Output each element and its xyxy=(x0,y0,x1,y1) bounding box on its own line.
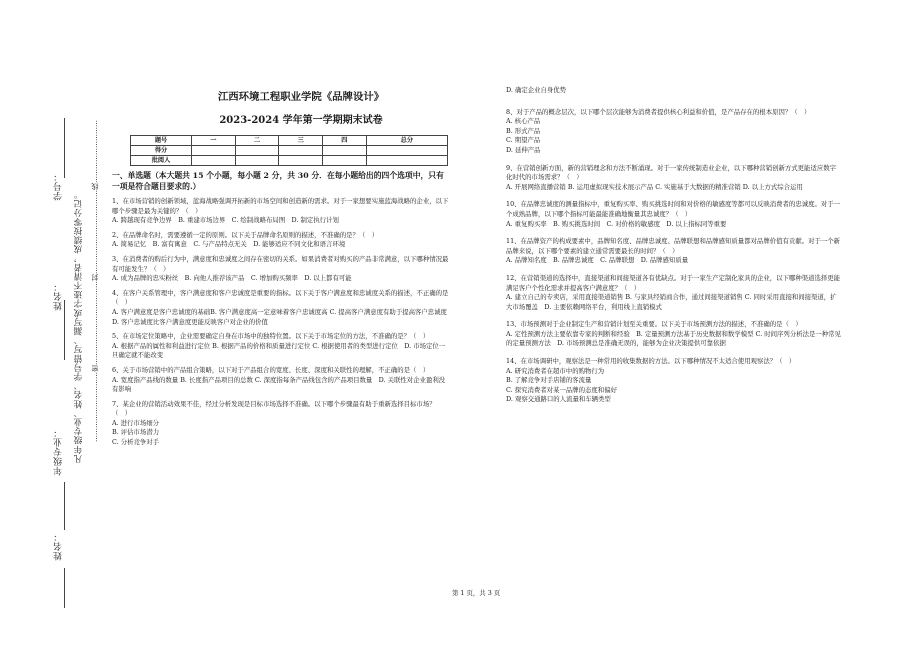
question-11 xyxy=(506,237,842,266)
option-c: C. 期望产品 xyxy=(506,136,541,145)
score-table xyxy=(130,135,448,166)
score-table-cell[interactable] xyxy=(192,146,236,156)
option-b: B. 评估市场潜力 xyxy=(112,428,160,437)
score-table-cell[interactable] xyxy=(366,156,447,166)
option-d: D. 确定企业自身优势 xyxy=(506,86,567,94)
binding-notice: 凡年级专业、姓名、学号错写、漏写或字迹不清者，成绩按零分记。 xyxy=(74,190,84,463)
question-options: A. 品牌知名度 B. 品牌忠诚度 C. 品牌联想 D. 品牌感知质量 xyxy=(506,256,689,265)
question-3 xyxy=(112,255,450,284)
score-table-cell[interactable] xyxy=(279,156,323,166)
score-table-cell: 题号 xyxy=(131,136,192,146)
school-fill-line xyxy=(64,568,65,608)
question-stem: 14、在市场调研中，观察法是一种常用的收集数据的方法。以下哪种情况不太适合使用观察法？（ ） xyxy=(506,357,796,366)
question-stem: 13、市场预测对于企业制定生产和营销计划至关重要。以下关于市场预测方法的描述，不准确的是（ ） xyxy=(506,320,802,329)
question-6 xyxy=(112,366,450,395)
option-a: A. 进行市场细分 xyxy=(112,418,160,427)
exam-subtitle: 2023-2024 学年第一学期期末试卷 xyxy=(219,115,383,126)
score-table-cell[interactable] xyxy=(235,156,279,166)
question-13 xyxy=(506,320,842,349)
right-column xyxy=(506,86,842,405)
score-table-cell: 四 xyxy=(323,136,367,146)
score-table-cell[interactable] xyxy=(279,146,323,156)
question-stem: 9、在营销创新方面，新的营销理念和方法不断涌现。对于一家传统制造业企业，以下哪种营销创新方式更能适应数字化时代的市场需求？（ ） xyxy=(506,163,836,182)
score-table-header xyxy=(131,136,448,146)
option-c: C. 分析竞争对手 xyxy=(112,438,160,447)
name-fill-line xyxy=(64,300,65,360)
score-table-cell[interactable] xyxy=(323,156,367,166)
question-9 xyxy=(506,164,842,193)
score-table-cell: 总分 xyxy=(366,136,447,146)
question-options: A. 开展网络直播营销 B. 运用虚拟现实技术展示产品 C. 实施基于大数据的精准营销 D. 以上方式综合运用 xyxy=(506,182,803,191)
question-1 xyxy=(112,197,450,226)
question-10 xyxy=(506,200,842,229)
option-b: B. 形式产品 xyxy=(506,126,541,135)
question-stem: 3、在消费者的购后行为中，满意度和忠诚度之间存在密切的关系。如果消费者对购买的产品非常满意，以下哪种情况最有可能发生？（ ） xyxy=(112,254,449,273)
question-12 xyxy=(506,274,842,312)
score-table-cell[interactable] xyxy=(366,146,447,156)
question-4 xyxy=(112,288,454,327)
score-table-cell: 得分 xyxy=(131,146,192,156)
option-c: C. 探究消费者对某一品牌的态度和偏好 xyxy=(506,385,617,394)
student-id-fill-line xyxy=(64,118,65,178)
score-table-cell[interactable] xyxy=(192,156,236,166)
student-id-label: 学号： xyxy=(54,172,64,201)
page-number: 第 1 页，共 3 页 xyxy=(452,589,501,597)
grade-major-label: 年级专业： xyxy=(54,428,64,476)
score-table-cell[interactable] xyxy=(323,146,367,156)
question-7 xyxy=(112,400,450,448)
score-table-cell: 批阅人 xyxy=(131,156,192,166)
question-options: A. 重复购买率 B. 购买挑选时间 C. 对价格的敏感度 D. 以上指标同等重要 xyxy=(506,219,727,228)
school-label: 姓名： xyxy=(54,532,64,561)
score-row xyxy=(131,146,448,156)
option-a: A. 核心产品 xyxy=(506,117,541,126)
question-options: A. 建立自己的专卖店，采用直接渠道销售 B. 与家具经销商合作，通过间接渠道销售 C. 同时采用直接和间接渠道，扩大市场覆盖 D. 主要依赖网络平台，利用线上直销模式 xyxy=(506,293,837,311)
question-14 xyxy=(506,357,842,405)
option-d: D. 观察交通路口的人流量和车辆类型 xyxy=(506,395,611,404)
name-label: 姓名： xyxy=(54,282,64,311)
question-stem: 11、在品牌资产的构成要素中，品牌知名度、品牌忠诚度、品牌联想和品牌感知质量都对品牌价值有贡献。对于一个新品牌来说，以下哪个要素的建立通常需要最长的时间？（ ） xyxy=(506,237,841,255)
score-table-cell: 三 xyxy=(279,136,323,146)
question-2 xyxy=(112,231,450,250)
option-d: D. 延伸产品 xyxy=(506,145,541,154)
question-stem: 10、在品牌忠诚度的测量指标中，重复购买率、购买挑选时间和对价格的敏感度等都可以反映消费者的忠诚度。对于一个成熟品牌，以下哪个指标可能最能准确地衡量其忠诚度？（ ） xyxy=(506,200,841,218)
score-table-cell: 二 xyxy=(235,136,279,146)
question-options: A. 宽度指产品线的数量 B. 长度指产品项目的总数 C. 深度指每条产品线包含的产品项目数量 D. 关联性对企业盈利没有影响 xyxy=(112,375,446,394)
question-stem: 12、在营销渠道的选择中，直接渠道和间接渠道各有优缺点。对于一家生产定制化家具的企业，以下哪种渠道选择更能满足客户个性化需求并提高客户满意度？（ ） xyxy=(506,273,841,292)
question-options: A. 定性预测方法主要依靠专家的判断和经验 B. 定量预测方法基于历史数据和数学模型 C. 时间序列分析法是一种常见的定量预测方法 D. 市场预测总是准确无误的，能够为企业决策提供可靠依据 xyxy=(506,329,841,348)
option-b: B. 了解竞争对手店铺的客流量 xyxy=(506,376,592,385)
question-stem: 5、在市场定位策略中，企业需要确定自身在市场中的独特位置。以下关于市场定位的方法，不准确的是？（ ） xyxy=(112,332,430,341)
question-stem: 8、对于产品的概念层次，以下哪个层次能够为消费者提供核心利益和价值，是产品存在的根本原因？（ ） xyxy=(506,107,811,116)
question-stem: 6、关于市场营销中的产品组合策略，以下对于产品组合的宽度、长度、深度和关联性的理解，不正确的是（ ） xyxy=(112,365,430,374)
binding-strip xyxy=(0,0,112,651)
question-8 xyxy=(506,108,842,156)
question-options: A. 简易记忆 B. 富有寓意 C. 与产品特点无关 D. 能够适应不同文化和语言环境 xyxy=(112,240,346,249)
reviewer-row xyxy=(131,156,448,166)
question-stem: 7、某企业的营销活动效果不佳，经过分析发现是目标市场选择不准确。以下哪个步骤最有助于重新选择目标市场？（ ） xyxy=(112,399,436,418)
left-column xyxy=(112,90,454,448)
question-options: A. 根据产品的属性和利益进行定位 B. 根据产品的价格和质量进行定位 C. 根据使用者的类型进行定位 D. 市场定位一旦确定就不能改变 xyxy=(112,341,446,360)
option-a: A. 研究消费者在超市中的购物行为 xyxy=(506,366,605,375)
exam-title: 江西环境工程职业学院《品牌设计》 xyxy=(217,91,385,103)
major-fill-line xyxy=(64,482,65,530)
question-options: A. 成为品牌的忠实粉丝 B. 向他人推荐该产品 C. 增加购买频率 D. 以上都有可能 xyxy=(112,274,352,283)
question-options: A. 跨越现有竞争边界 B. 重建市场边界 C. 绘制战略布局图 D. 制定执行计划 xyxy=(112,216,339,225)
question-stem: 1、在市场营销的创新领域，蓝海战略强调开拓新的市场空间和创造新的需求。对于一家想要实施蓝海战略的企业，以下哪个步骤是最为关键的？（ ） xyxy=(112,197,449,215)
score-table-cell[interactable] xyxy=(235,146,279,156)
question-stem: 4、在客户关系管理中，客户满意度和客户忠诚度是重要的指标。以下关于客户满意度和忠诚度关系的描述，不正确的是（ ） xyxy=(112,288,449,307)
section-heading: 一、单选题（本大题共 15 个小题，每小题 2 分，共 30 分．在每小题给出的四个选项中，只有一项是符合题目要求的.） xyxy=(112,171,444,191)
question-stem: 2、在品牌命名时，需要遵循一定的原则。以下关于品牌命名原则的描述，不准确的是？（ ） xyxy=(112,230,379,239)
score-table-cell: 一 xyxy=(192,136,236,146)
question-options: A. 客户满意度是客户忠诚度的基础B. 客户满意度高一定意味着客户忠诚度高 C. 提高客户满意度有助于提高客户忠诚度 D. 客户忠诚度比客户满意度更能反映客户对企业的价值 xyxy=(112,307,454,326)
question-5 xyxy=(112,332,450,361)
seal-line: …………………………密………………………………封………………………………线……………………… xyxy=(91,120,99,442)
